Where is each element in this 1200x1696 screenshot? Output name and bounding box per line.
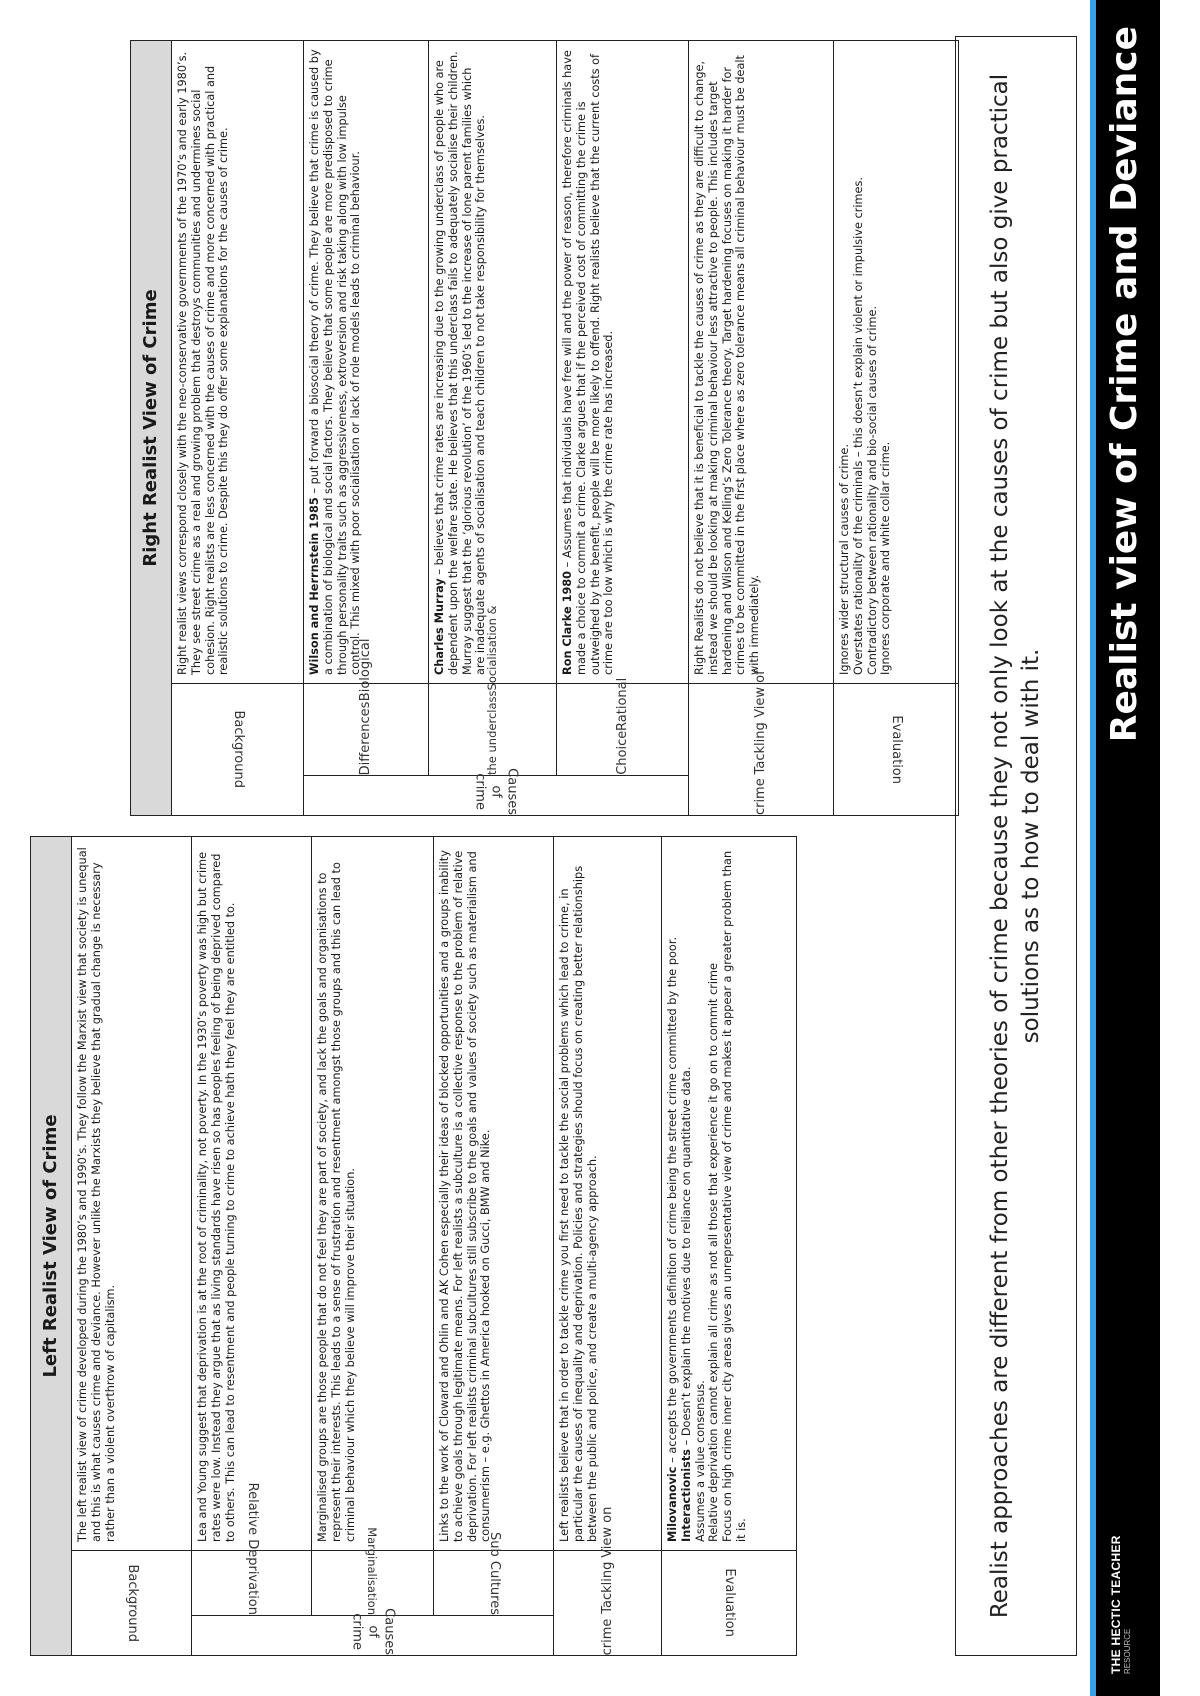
left-marginalisation-text: Marginalised groups are those people that do not feel they are part of society, and lack the goals and organisations to represent their interests. This leads to a sense of frustration and resentment amongst those groups and this can lead to criminal behaviour which they believe will improve their situation. [312, 837, 434, 1551]
left-evaluation-label: Evaluation [662, 1551, 797, 1656]
right-biological-text: Wilson and Herrnstein 1985 – put forward a biosocial theory of crime. They believe that crime is caused by a combination of biological and social factors. They believe that some people are more predisposed to crime through personality traits such as aggressiveness, extroversion and risk taking along with low impulse control. This mixed with poor socialisation or lack of role models leads to criminal behaviour. [304, 41, 429, 684]
right-evaluation-text: Ignores wider structural causes of crime. Overstates rationality of the criminals – this doesn’t explain violent or impulsive crimes. Contradictory between rationality and bio-social causes of crime. Ignores corporate and white collar crime. [834, 41, 959, 684]
left-relative-deprivation-text: Lea and Young suggest that deprivation is at the root of criminality, not poverty. In the 1930’s poverty was high but crime rates were low. Instead they argue that as living standards have risen so has peoples feeling of being deprived compared to others. This can lead to resentment and people turning to crime to achieve hath they feel they are entitled to. [192, 837, 312, 1551]
right-tackling-text: Right Realists do not believe that it is beneficial to tackle the causes of crime as they are difficult to change, instead we should be looking at making criminal behaviour less attractive to people. This includes target hardening and Wilson and Kelling’s Zero Tolerance theory. Target hardening focuses on making it harder for crimes to be committed in the first place where as zero tolerance means all criminal behaviour must be dealt with immediately. [689, 41, 834, 684]
right-biological-label: BiologicalDifferences [304, 684, 429, 776]
left-tackling-text: Left realists believe that in order to tackle crime you first need to tackle the social problems which lead to crime, in particular the causes of inequality and deprivation. Policies and strategies should focus on creating better relationships between the public and police, and create a multi-agency approach. [554, 837, 662, 1551]
right-realist-heading: Right Realist View of Crime [131, 41, 172, 816]
right-socialisation-text: Charles Murray – believes that crime rates are increasing due to the growing underclass of people who are dependent upon the welfare state. He believes that this underclass fails to adequately socialise their children. Murray suggest that the ‘glorious revolution’ of the 1960’s led to the increase of lone parent families which are inadequate agents of socialisation and teach children to not take responsibility for themselves. [429, 41, 557, 684]
left-relative-deprivation-label: Relative Deprivation [192, 1551, 312, 1616]
page-title: Realist view of Crime and Deviance [1104, 26, 1145, 743]
right-rational-choice-label: RationalChoice [557, 684, 689, 776]
left-evaluation-text: Milovanovic – accepts the governments definition of crime being the street crime committed by the poor. Interactionists – Doesn’t explain the motives due to reliance on quantitative data. Assumes a value consensus. Relative deprivation cannot explain all crime as not all those that experience it go on to commit crime Focus on high crime inner city areas gives an unrepresentative view of crime and makes it appear a greater problem than it is. [662, 837, 797, 1551]
right-background-label: Background [172, 684, 304, 816]
intro-box [955, 36, 1077, 1656]
right-realist-table [130, 40, 959, 816]
left-background-label: Background [72, 1551, 192, 1656]
brand-logo [1110, 1535, 1132, 1674]
intro-text: Realist approaches are different from other theories of crime because they not only look at the causes of crime but also give practical solutions as to how to deal with it. [986, 73, 1044, 1619]
right-background-text: Right realist views correspond closely with the neo-conservative governments of the 1970’s and early 1980’s. They see street crime as a real and growing problem that destroys communities and undermines social cohesion. Right realists are less concerned with the causes of crime and more concerned with practical and realistic solutions to crime. Despite this they do offer some explanations for the causes of crime. [172, 41, 304, 684]
left-tackling-label: View on Tackling crime [554, 1551, 662, 1656]
left-sub-cultures-label: Sub Cultures [434, 1551, 554, 1616]
left-causes-group-label: Causes of crime [192, 1616, 554, 1656]
right-socialisation-label: Socialisation &the underclass [429, 684, 557, 776]
brand-subtitle: RESOURCE [1123, 1628, 1132, 1674]
left-marginalisation-label: Marginalisation [312, 1551, 434, 1616]
left-background-text: The left realist view of crime developed during the 1980’s and 1990’s. They follow the Marxist view that society is unequal and this is what causes crime and deviance. However unlike the Marxists they believe that gradual change is necessary rather than a violent overthrow of capitalism. [72, 837, 192, 1551]
title-bar [1090, 0, 1160, 1696]
left-realist-table [30, 836, 797, 1656]
brand-name: THE HECTIC TEACHER [1109, 1535, 1123, 1674]
right-evaluation-label: Evaluation [834, 684, 959, 816]
right-rational-choice-text: Ron Clarke 1980 – Assumes that individuals have free will and the power of reason, therefore criminals have made a choice to commit a crime. Clarke argues that if the perceived cost of committing the crime is outweighed by the benefit, people will be more likely to offend. Right realists believe that the current costs of crime are too low which is why the crime rate has increased. [557, 41, 689, 684]
left-realist-heading: Left Realist View of Crime [31, 837, 72, 1656]
left-sub-cultures-text: Links to the work of Cloward and Ohlin and AK Cohen especially their ideas of blocked opportunities and a groups inability to achieve goals through legitimate means. For left realists a subculture is a collective response to the problem of relative deprivation. For left realists criminal subcultures still subscribe to the goals and values of society such as materialism and consumerism – e.g. Ghettos in America hooked on Gucci, BMW and Nike. [434, 837, 554, 1551]
right-tackling-label: View of Tackling crime [689, 684, 834, 816]
right-causes-group-label: Causes of crime [304, 776, 689, 816]
